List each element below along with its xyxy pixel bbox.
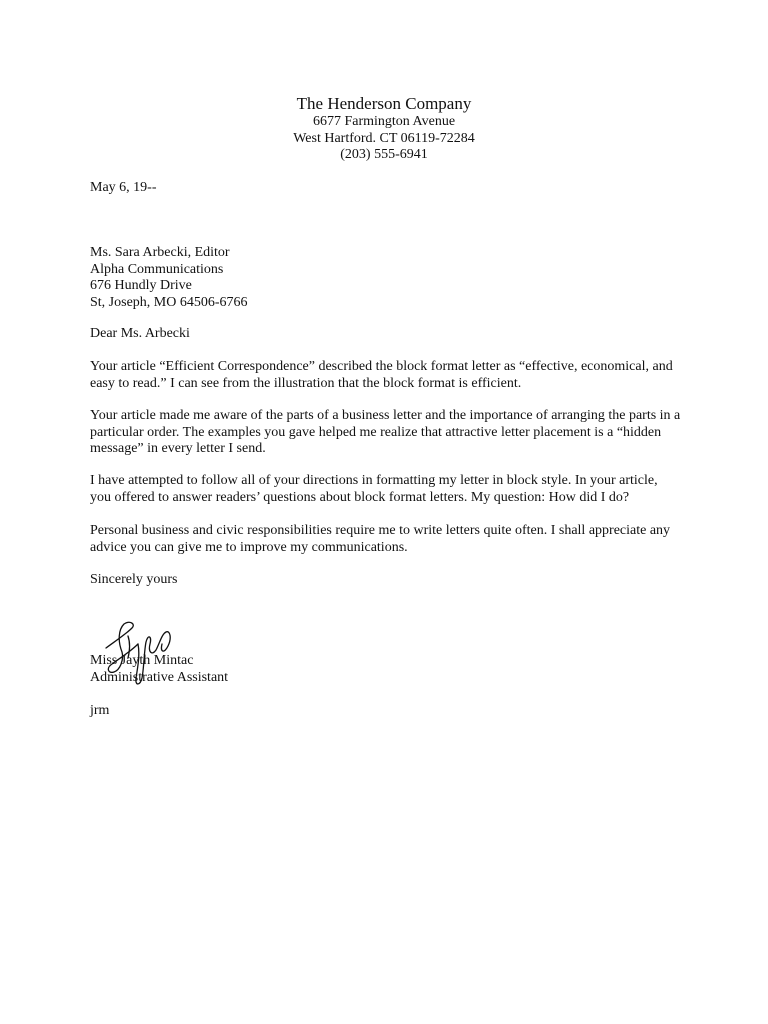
paragraph-line: easy to read.” I can see from the illustration that the block format is efficient. <box>90 375 522 391</box>
paragraph-line: message” in every letter I send. <box>90 441 266 456</box>
letter-date: May 6, 19-- <box>90 180 157 195</box>
body-paragraph-2 <box>90 408 680 458</box>
recipient-city: St, Joseph, MO 64506-6766 <box>90 294 248 310</box>
company-name: The Henderson Company <box>296 94 472 113</box>
paragraph-line: Your article made me aware of the parts of a business letter and the importance of arranging the parts in a <box>90 408 681 423</box>
recipient-name: Ms. Sara Arbecki, Editor <box>90 245 230 260</box>
paragraph-line: particular order. The examples you gave helped me realize that attractive letter placement is a “hidden <box>90 424 662 440</box>
body-paragraph-3 <box>90 473 680 506</box>
letterhead <box>0 94 768 164</box>
signature-block <box>90 653 680 686</box>
signer-title: Administrative Assistant <box>90 669 229 685</box>
company-street: 6677 Farmington Avenue <box>312 114 456 129</box>
paragraph-line: Personal business and civic responsibilities require me to write letters quite often. I shall appreciate any <box>90 523 671 538</box>
company-city: West Hartford. CT 06119-72284 <box>293 130 475 146</box>
signer-name: Miss Jayth Mintac <box>90 653 194 668</box>
paragraph-line: you offered to answer readers’ questions about block format letters. My question: How did I do? <box>90 489 630 505</box>
paragraph-line: Your article “Efficient Correspondence” described the block format letter as “effective, economical, and <box>90 359 673 374</box>
reference-initials: jrm <box>90 703 110 718</box>
body-paragraph-4 <box>90 523 680 556</box>
company-phone: (203) 555-6941 <box>340 147 428 162</box>
body-paragraph-1 <box>90 359 680 392</box>
paragraph-line: I have attempted to follow all of your directions in formatting my letter in block style. In your article, <box>90 473 658 488</box>
salutation: Dear Ms. Arbecki <box>90 326 190 341</box>
inside-address <box>90 245 680 311</box>
recipient-street: 676 Hundly Drive <box>90 278 192 293</box>
recipient-company: Alpha Communications <box>90 261 224 277</box>
paragraph-line: advice you can give me to improve my communications. <box>90 539 408 555</box>
complimentary-closing: Sincerely yours <box>90 572 178 587</box>
